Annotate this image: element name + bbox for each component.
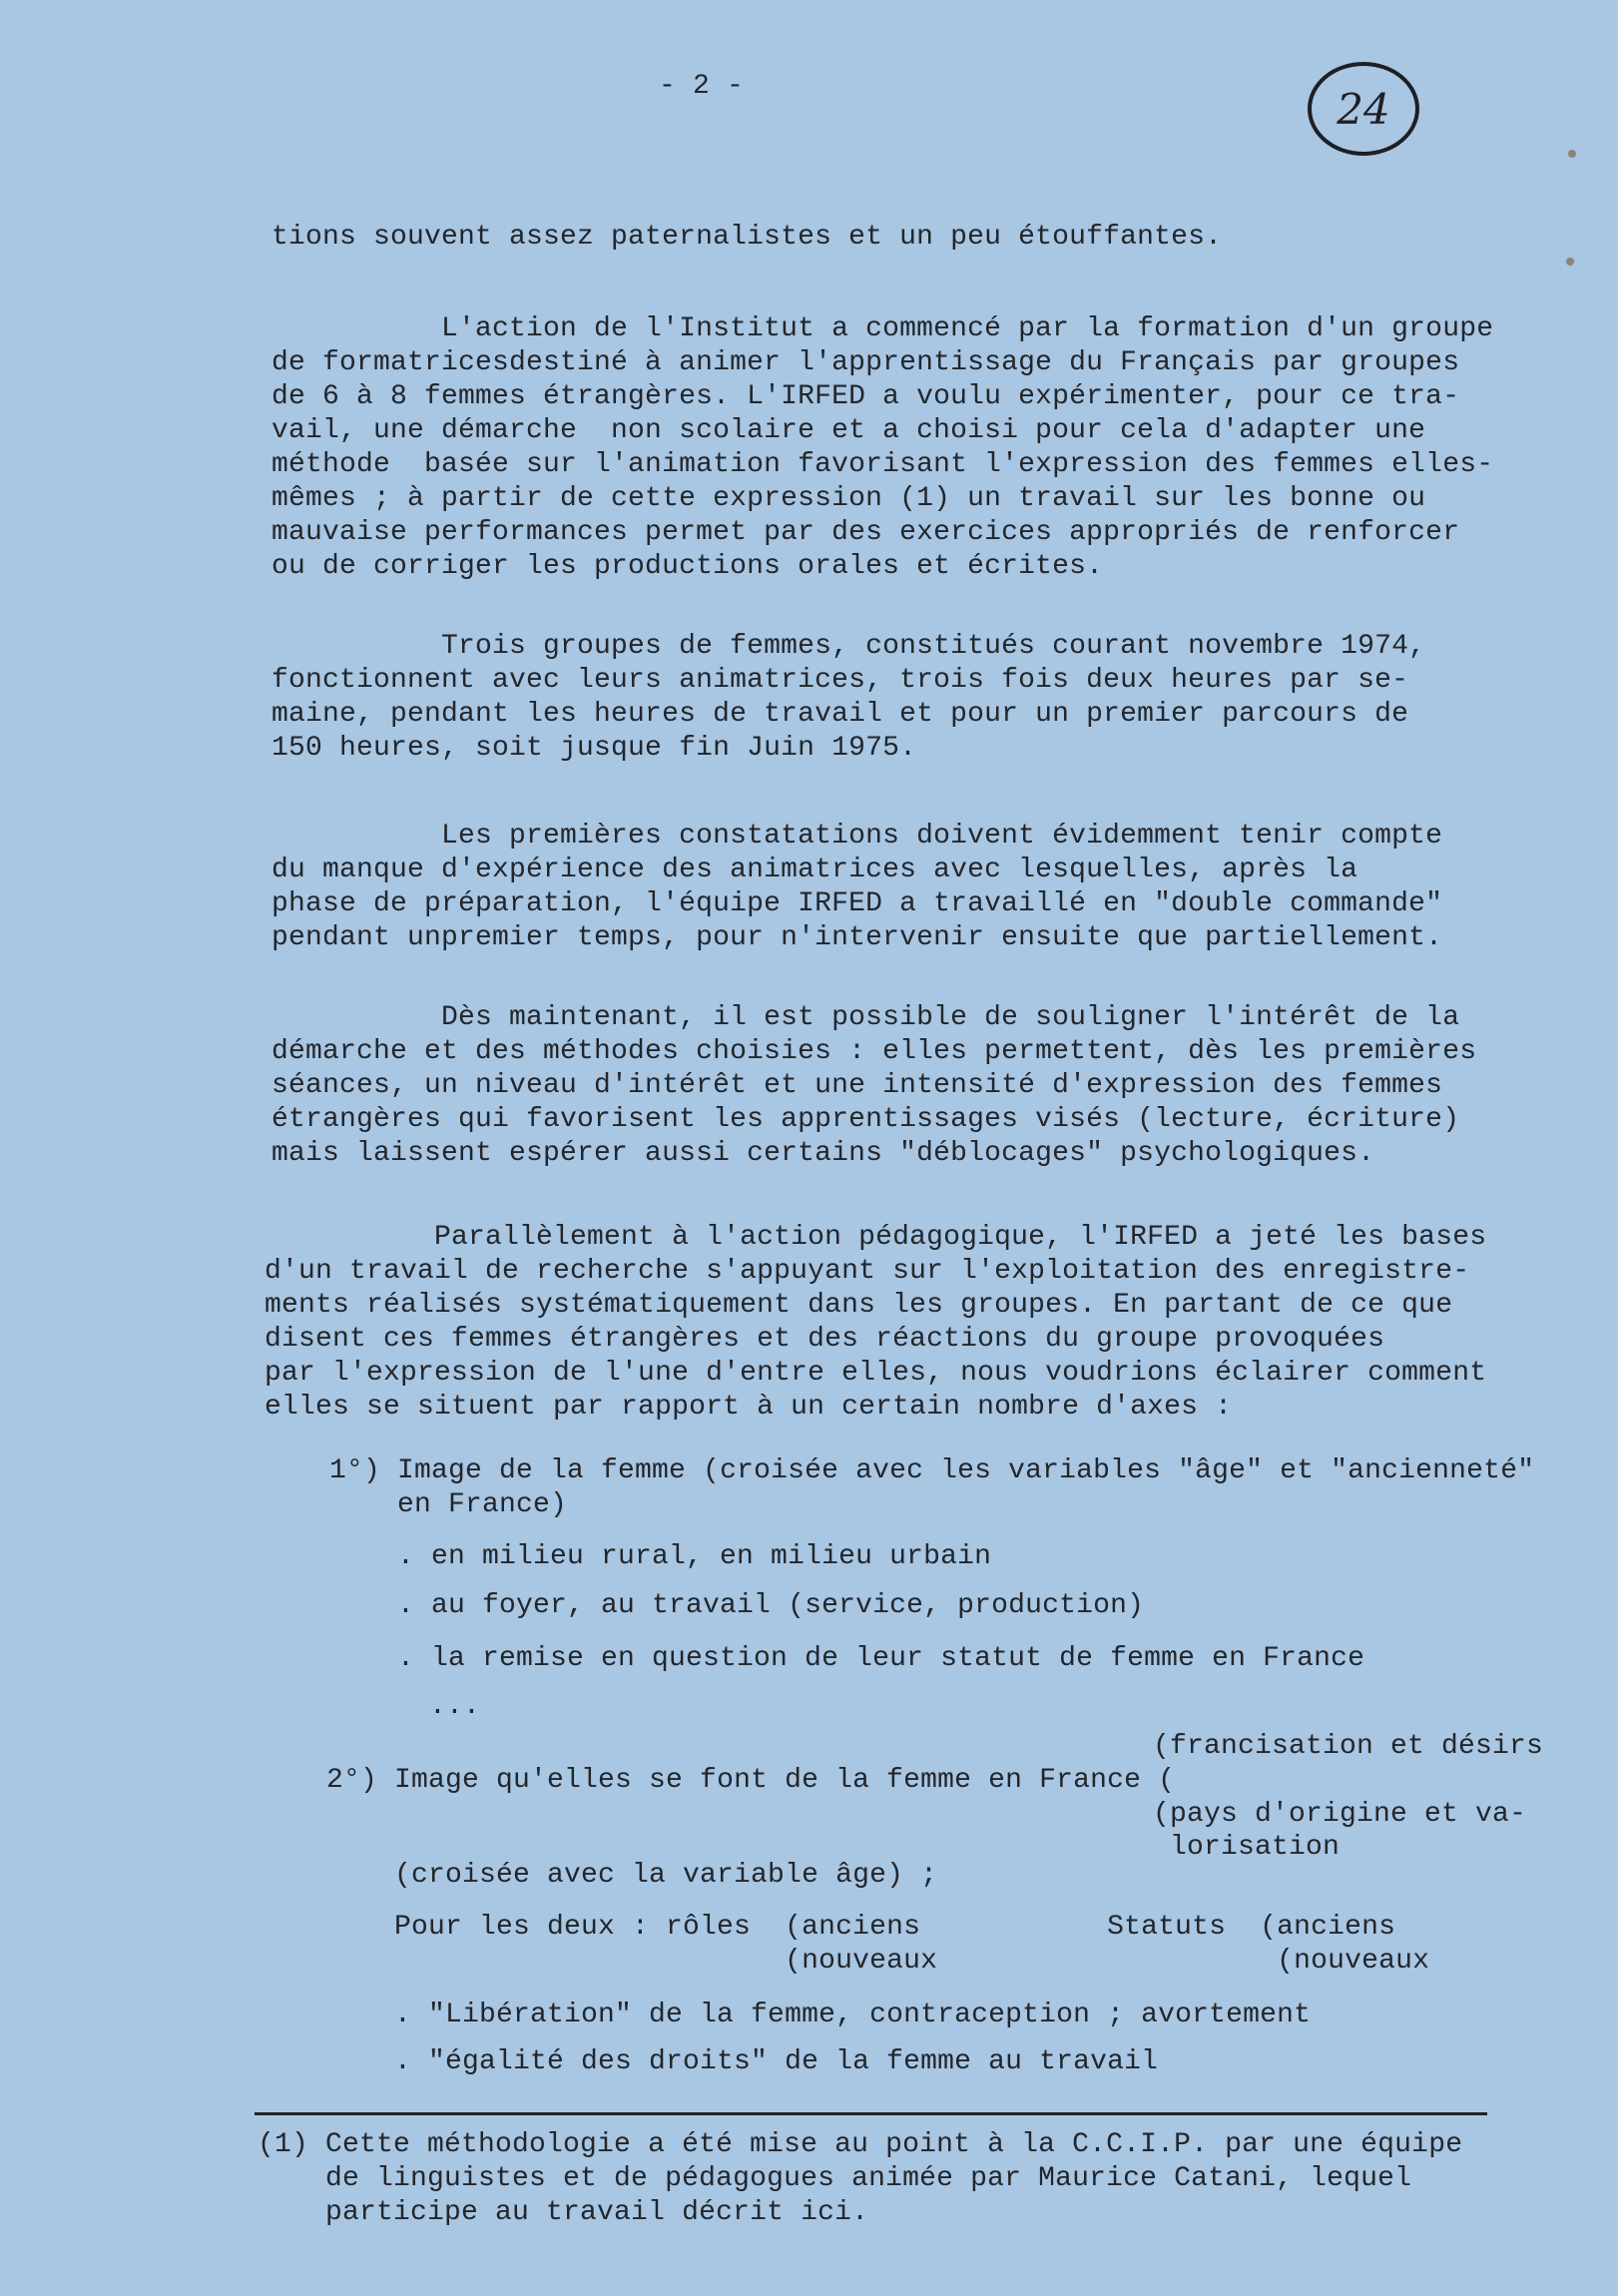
list-item: (croisée avec la variable âge) ; bbox=[394, 1860, 938, 1891]
list-item: . "égalité des droits" de la femme au travail bbox=[394, 2046, 1159, 2077]
body-line: tions souvent assez paternalistes et un peu étouffantes. bbox=[271, 222, 1223, 253]
body-line: par l'expression de l'une d'entre elles, nous voudrions éclairer comment bbox=[265, 1358, 1487, 1389]
body-line: ou de corriger les productions orales et écrites. bbox=[271, 551, 1104, 582]
list-item: ... bbox=[429, 1691, 481, 1722]
body-line: phase de préparation, l'équipe IRFED a travaillé en "double commande" bbox=[271, 888, 1443, 919]
body-line: séances, un niveau d'intérêt et une intensité d'expression des femmes bbox=[271, 1070, 1443, 1101]
body-line: fonctionnent avec leurs animatrices, trois fois deux heures par se- bbox=[271, 665, 1409, 696]
bracket-option: lorisation bbox=[1153, 1832, 1341, 1863]
body-line: de formatricesdestiné à animer l'apprentissage du Français par groupes bbox=[271, 347, 1460, 378]
body-line: pendant unpremier temps, pour n'intervenir ensuite que partiellement. bbox=[271, 922, 1443, 953]
footnote-line: de linguistes et de pédagogues animée par Maurice Catani, lequel bbox=[258, 2163, 1412, 2194]
circled-page-mark: 24 bbox=[1308, 62, 1419, 156]
body-line: disent ces femmes étrangères et des réactions du groupe provoquées bbox=[265, 1324, 1385, 1355]
body-line: maine, pendant les heures de travail et pour un premier parcours de bbox=[271, 699, 1409, 730]
body-line: elles se situent par rapport à un certain nombre d'axes : bbox=[265, 1392, 1233, 1423]
body-line: d'un travail de recherche s'appuyant sur l'exploitation des enregistre- bbox=[265, 1256, 1470, 1287]
bracket-option: (pays d'origine et va- bbox=[1153, 1799, 1527, 1830]
body-line: ments réalisés systématiquement dans les groupes. En partant de ce que bbox=[265, 1290, 1453, 1321]
body-line: du manque d'expérience des animatrices avec lesquelles, après la bbox=[271, 855, 1358, 885]
body-line: méthode basée sur l'animation favorisant l'expression des femmes elles- bbox=[271, 449, 1494, 480]
punch-mark bbox=[1566, 258, 1574, 266]
page-number: - 2 - bbox=[659, 71, 745, 102]
footnote-line: (1) Cette méthodologie a été mise au point à la C.C.I.P. par une équipe bbox=[258, 2129, 1463, 2160]
list-item: . la remise en question de leur statut de femme en France bbox=[397, 1643, 1365, 1674]
list-item: (nouveaux (nouveaux bbox=[394, 1946, 1430, 1977]
body-line: vail, une démarche non scolaire et a choisi pour cela d'adapter une bbox=[271, 415, 1426, 446]
list-heading-1: 1°) Image de la femme (croisée avec les variables "âge" et "ancienneté" bbox=[329, 1455, 1535, 1486]
punch-mark bbox=[1568, 150, 1576, 158]
list-item: . en milieu rural, en milieu urbain bbox=[397, 1541, 992, 1572]
list-heading-2: 2°) Image qu'elles se font de la femme en France ( bbox=[326, 1765, 1176, 1796]
body-line: Les premières constatations doivent évidemment tenir compte bbox=[271, 821, 1443, 852]
list-item: Pour les deux : rôles (anciens Statuts (anciens bbox=[394, 1912, 1396, 1943]
body-line: mais laissent espérer aussi certains "déblocages" psychologiques. bbox=[271, 1138, 1375, 1169]
list-item: . "Libération" de la femme, contraception ; avortement bbox=[394, 2000, 1312, 2030]
bracket-option: (francisation et désirs bbox=[1153, 1731, 1544, 1762]
body-line: Parallèlement à l'action pédagogique, l'IRFED a jeté les bases bbox=[265, 1222, 1487, 1253]
body-line: démarche et des méthodes choisies : elles permettent, dès les premières bbox=[271, 1036, 1477, 1067]
body-line: de 6 à 8 femmes étrangères. L'IRFED a voulu expérimenter, pour ce tra- bbox=[271, 381, 1460, 412]
body-line: Trois groupes de femmes, constitués courant novembre 1974, bbox=[271, 631, 1426, 662]
body-line: L'action de l'Institut a commencé par la formation d'un groupe bbox=[271, 313, 1494, 344]
list-item: . au foyer, au travail (service, production) bbox=[397, 1590, 1145, 1621]
body-line: Dès maintenant, il est possible de souligner l'intérêt de la bbox=[271, 1002, 1460, 1033]
body-line: mauvaise performances permet par des exercices appropriés de renforcer bbox=[271, 517, 1460, 548]
body-line: étrangères qui favorisent les apprentissages visés (lecture, écriture) bbox=[271, 1104, 1460, 1135]
list-heading-1: en France) bbox=[329, 1489, 568, 1520]
body-line: 150 heures, soit jusque fin Juin 1975. bbox=[271, 733, 917, 764]
footnote-line: participe au travail décrit ici. bbox=[258, 2197, 869, 2228]
footnote-divider bbox=[255, 2112, 1487, 2115]
body-line: mêmes ; à partir de cette expression (1) un travail sur les bonne ou bbox=[271, 483, 1426, 514]
